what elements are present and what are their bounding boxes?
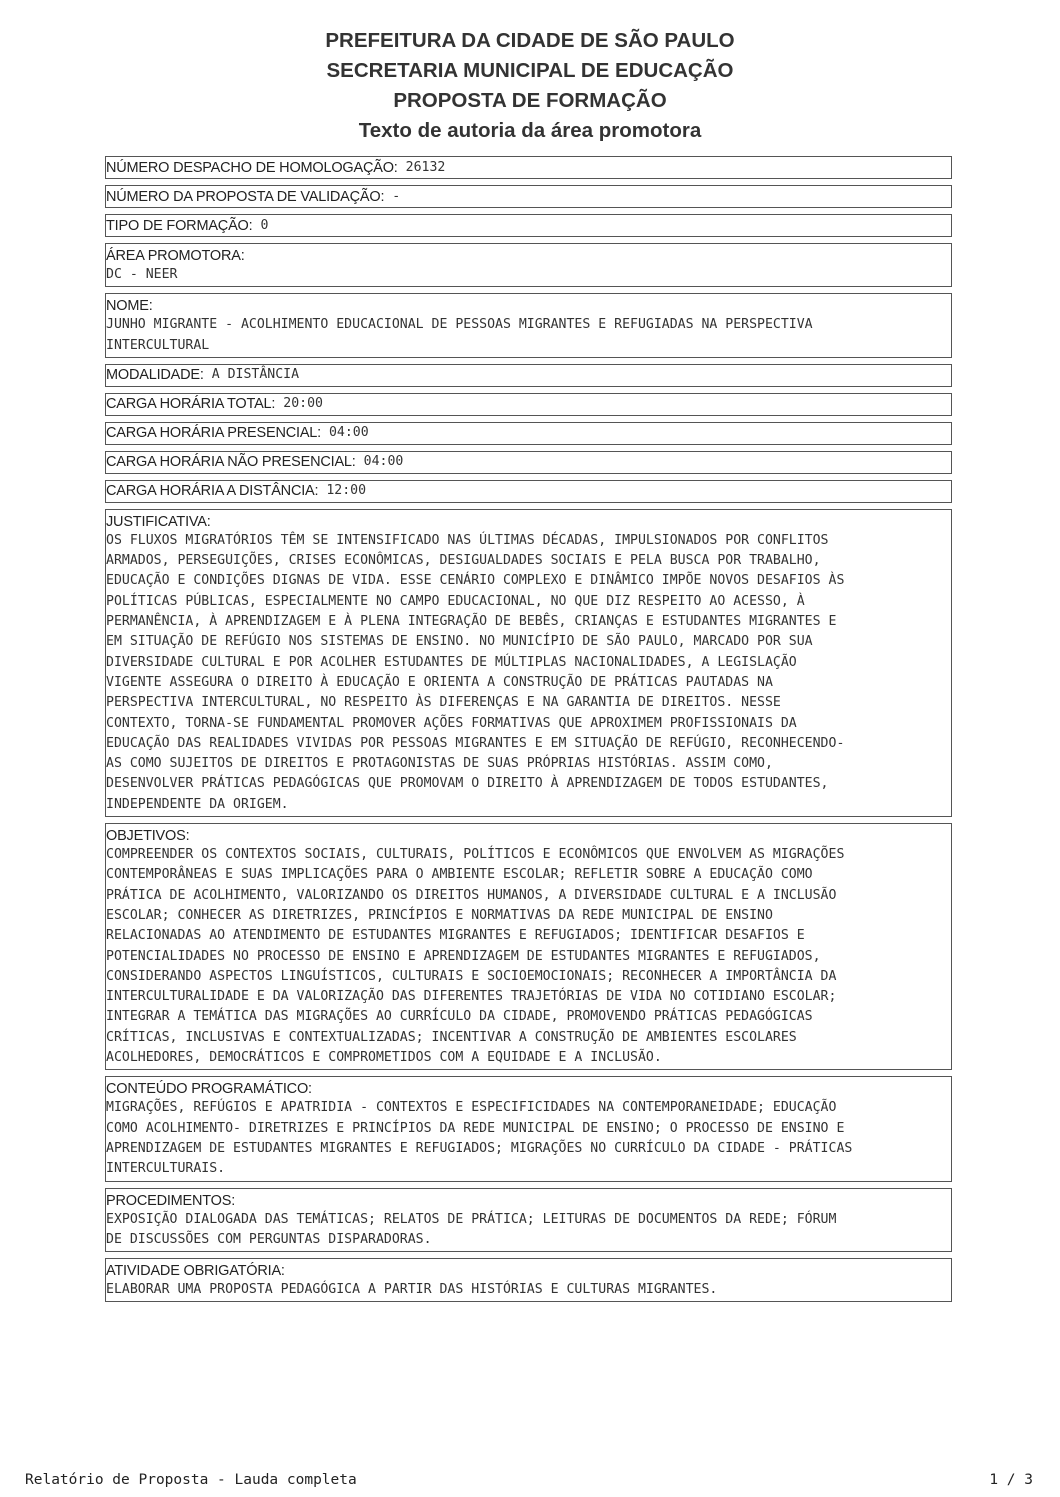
field-label: PROCEDIMENTOS: xyxy=(106,1192,236,1209)
field-value: A DISTÂNCIA xyxy=(211,367,300,383)
field-text-line: PERMANÊNCIA, À APRENDIZAGEM E À PLENA INTEGRAÇÃO DE BEBÊS, CRIANÇAS E ESTUDANTES MIGRANTES E xyxy=(106,614,837,630)
field-text-line: RELACIONADAS AO ATENDIMENTO DE ESTUDANTES MIGRANTES E REFUGIADOS; IDENTIFICAR DESAFIOS E xyxy=(106,928,805,944)
field-value: 04:00 xyxy=(328,425,369,441)
field-text-line: ELABORAR UMA PROPOSTA PEDAGÓGICA A PARTIR DAS HISTÓRIAS E CULTURAS MIGRANTES. xyxy=(106,1282,718,1298)
field-label: JUSTIFICATIVA: xyxy=(106,513,211,530)
field-label: CARGA HORÁRIA A DISTÂNCIA: xyxy=(106,483,319,500)
header-city-hall: PREFEITURA DA CIDADE DE SÃO PAULO xyxy=(325,29,735,52)
field-text-line: COMPREENDER OS CONTEXTOS SOCIAIS, CULTURAIS, POLÍTICOS E ECONÔMICOS QUE ENVOLVEM AS MIGRAÇÕES xyxy=(106,847,845,863)
field-text-line: INTEGRAR A TEMÁTICA DAS MIGRAÇÕES AO CURRÍCULO DA CIDADE, PROMOVENDO PRÁTICAS PEDAGÓGICAS xyxy=(106,1009,813,1025)
field-text-line: JUNHO MIGRANTE - ACOLHIMENTO EDUCACIONAL DE PESSOAS MIGRANTES E REFUGIADAS NA PERSPECTIVA xyxy=(106,317,813,333)
page-footer xyxy=(25,1472,1033,1492)
field-text-line: INDEPENDENTE DA ORIGEM. xyxy=(106,796,289,812)
field-text-line: CONSIDERANDO ASPECTOS LINGUÍSTICOS, CULTURAIS E SOCIOEMOCIONAIS; RECONHECER A IMPORTÂNCIA DA xyxy=(106,968,837,984)
field-text-line: APRENDIZAGEM DE ESTUDANTES MIGRANTES E REFUGIADOS; MIGRAÇÕES NO CURRÍCULO DA CIDADE - PRÁTICAS xyxy=(106,1140,853,1156)
field-tipo xyxy=(105,214,952,237)
field-label: NOME: xyxy=(106,298,153,315)
field-text-line: POLÍTICAS PÚBLICAS, ESPECIALMENTE NO CAMPO EDUCACIONAL, NO QUE DIZ RESPEITO AO ACESSO, À xyxy=(106,593,805,609)
field-label: NÚMERO DESPACHO DE HOMOLOGAÇÃO: xyxy=(106,159,398,176)
field-area xyxy=(105,243,952,287)
field-text-line: ARMADOS, PERSEGUIÇÕES, CRISES ECONÔMICAS, DESIGUALDADES SOCIAIS E PELA BUSCA POR TRABALHO, xyxy=(106,553,821,569)
field-text-line: MIGRAÇÕES, REFÚGIOS E APATRIDIA - CONTEXTOS E ESPECIFICIDADES NA CONTEMPORANEIDADE; EDUCAÇÃO xyxy=(106,1100,837,1116)
field-conteudo xyxy=(105,1076,952,1181)
field-text-line: POTENCIALIDADES NO PROCESSO DE ENSINO E APRENDIZAGEM DE ESTUDANTES MIGRANTES E REFUGIADOS, xyxy=(106,948,821,964)
field-value: 12:00 xyxy=(326,483,367,499)
header-authorship: Texto de autoria da área promotora xyxy=(358,119,702,142)
field-text-line: INTERCULTURAL xyxy=(106,337,210,353)
field-text-line: EXPOSIÇÃO DIALOGADA DAS TEMÁTICAS; RELATOS DE PRÁTICA; LEITURAS DE DOCUMENTOS DA REDE; FÓRUM xyxy=(106,1211,837,1227)
field-text-line: DC - NEER xyxy=(106,267,178,282)
field-value: 0 xyxy=(260,217,269,233)
field-text-line: ACOLHEDORES, DEMOCRÁTICOS E COMPROMETIDOS COM A EQUIDADE E A INCLUSÃO. xyxy=(106,1050,662,1066)
field-label: CARGA HORÁRIA PRESENCIAL: xyxy=(106,425,321,442)
report-title: Relatório de Proposta - Lauda completa xyxy=(25,1472,357,1488)
field-value: - xyxy=(392,188,401,204)
field-proposta xyxy=(105,185,952,208)
field-text-line: OS FLUXOS MIGRATÓRIOS TÊM SE INTENSIFICADO NAS ÚLTIMAS DÉCADAS, IMPULSIONADOS POR CONFLITOS xyxy=(106,532,829,548)
field-text-line: EDUCAÇÃO DAS REALIDADES VIVIDAS POR PESSOAS MIGRANTES E EM SITUAÇÃO DE REFÚGIO, RECONHECENDO- xyxy=(106,735,845,751)
field-text-line: EDUCAÇÃO E CONDIÇÕES DIGNAS DE VIDA. ESSE CENÁRIO COMPLEXO E DINÂMICO IMPÕE NOVOS DESAFIOS ÀS xyxy=(106,573,845,589)
field-text-line: VIGENTE ASSEGURA O DIREITO À EDUCAÇÃO E ORIENTA A CONSTRUÇÃO DE PRÁTICAS PAUTADAS NA xyxy=(106,674,773,690)
field-label: ÁREA PROMOTORA: xyxy=(106,248,245,264)
field-label: TIPO DE FORMAÇÃO: xyxy=(106,217,253,234)
field-text-line: CONTEXTO, TORNA-SE FUNDAMENTAL PROMOVER AÇÕES FORMATIVAS QUE APROXIMEM PROFISSIONAIS DA xyxy=(106,715,797,731)
field-label: ATIVIDADE OBRIGATÓRIA: xyxy=(106,1263,285,1280)
field-text-line: AS COMO SUJEITOS DE DIREITOS E PROTAGONISTAS DE SUAS PRÓPRIAS HISTÓRIAS. ASSIM COMO, xyxy=(106,756,773,772)
field-text-line: DIVERSIDADE CULTURAL E POR ACOLHER ESTUDANTES DE MÚLTIPLAS NACIONALIDADES, A LEGISLAÇÃO xyxy=(106,654,797,670)
field-text-line: CRÍTICAS, INCLUSIVAS E CONTEXTUALIZADAS; INCENTIVAR A CONSTRUÇÃO DE AMBIENTES ESCOLARES xyxy=(106,1029,797,1045)
field-procedimentos xyxy=(105,1188,952,1253)
field-carga-total xyxy=(105,393,952,416)
field-text-line: CONTEMPORÂNEAS E SUAS IMPLICAÇÕES PARA O AMBIENTE ESCOLAR; REFLETIR SOBRE A EDUCAÇÃO COMO xyxy=(106,867,813,883)
field-modalidade xyxy=(105,364,952,387)
field-label: OBJETIVOS: xyxy=(106,828,190,845)
field-objetivos xyxy=(105,823,952,1070)
field-carga-presencial xyxy=(105,422,952,445)
field-text-line: INTERCULTURALIDADE E DA VALORIZAÇÃO DAS DIFERENTES TRAJETÓRIAS DE VIDA NO COTIDIANO ESCOLAR; xyxy=(106,989,837,1005)
field-value: 20:00 xyxy=(283,396,323,412)
field-label: MODALIDADE: xyxy=(106,367,204,384)
field-text-line: EM SITUAÇÃO DE REFÚGIO NOS SISTEMAS DE ENSINO. NO MUNICÍPIO DE SÃO PAULO, MARCADO POR SUA xyxy=(106,634,813,650)
field-carga-nao-presencial xyxy=(105,451,952,474)
field-text-line: PRÁTICA DE ACOLHIMENTO, VALORIZANDO OS DIREITOS HUMANOS, A DIVERSIDADE CULTURAL E A INCLUSÃO xyxy=(106,887,837,903)
field-justificativa xyxy=(105,509,952,817)
field-text-line: PERSPECTIVA INTERCULTURAL, NO RESPEITO ÀS DIFERENÇAS E NA GARANTIA DE DIREITOS. NESSE xyxy=(106,695,781,711)
field-text-line: DE DISCUSSÕES COM PERGUNTAS DISPARADORAS. xyxy=(106,1231,432,1247)
field-nome xyxy=(105,293,952,358)
header-proposal-title: PROPOSTA DE FORMAÇÃO xyxy=(393,89,667,112)
field-label: CONTEÚDO PROGRAMÁTICO: xyxy=(106,1081,312,1098)
field-value: 04:00 xyxy=(363,454,404,470)
field-text-line: COMO ACOLHIMENTO- DIRETRIZES E PRINCÍPIOS DA REDE MUNICIPAL DE ENSINO; O PROCESSO DE ENSINO E xyxy=(106,1120,845,1136)
header-secretariat: SECRETARIA MUNICIPAL DE EDUCAÇÃO xyxy=(326,59,734,82)
field-text-line: ESCOLAR; CONHECER AS DIRETRIZES, PRINCÍPIOS E NORMATIVAS DA REDE MUNICIPAL DE ENSINO xyxy=(106,907,773,923)
field-despacho xyxy=(105,156,952,179)
field-label: CARGA HORÁRIA TOTAL: xyxy=(106,396,276,413)
document-header xyxy=(0,26,1060,146)
page-number: 1 / 3 xyxy=(989,1472,1033,1488)
field-label: CARGA HORÁRIA NÃO PRESENCIAL: xyxy=(106,454,356,471)
field-carga-distancia xyxy=(105,480,952,503)
field-value: 26132 xyxy=(405,159,446,175)
proposal-fields xyxy=(105,156,952,1308)
field-label: NÚMERO DA PROPOSTA DE VALIDAÇÃO: xyxy=(106,188,385,205)
field-atividade xyxy=(105,1258,952,1302)
field-text-line: INTERCULTURAIS. xyxy=(106,1161,226,1177)
field-text-line: DESENVOLVER PRÁTICAS PEDAGÓGICAS QUE PROMOVAM O DIREITO À APRENDIZAGEM DE TODOS ESTUDANTES, xyxy=(106,776,829,792)
